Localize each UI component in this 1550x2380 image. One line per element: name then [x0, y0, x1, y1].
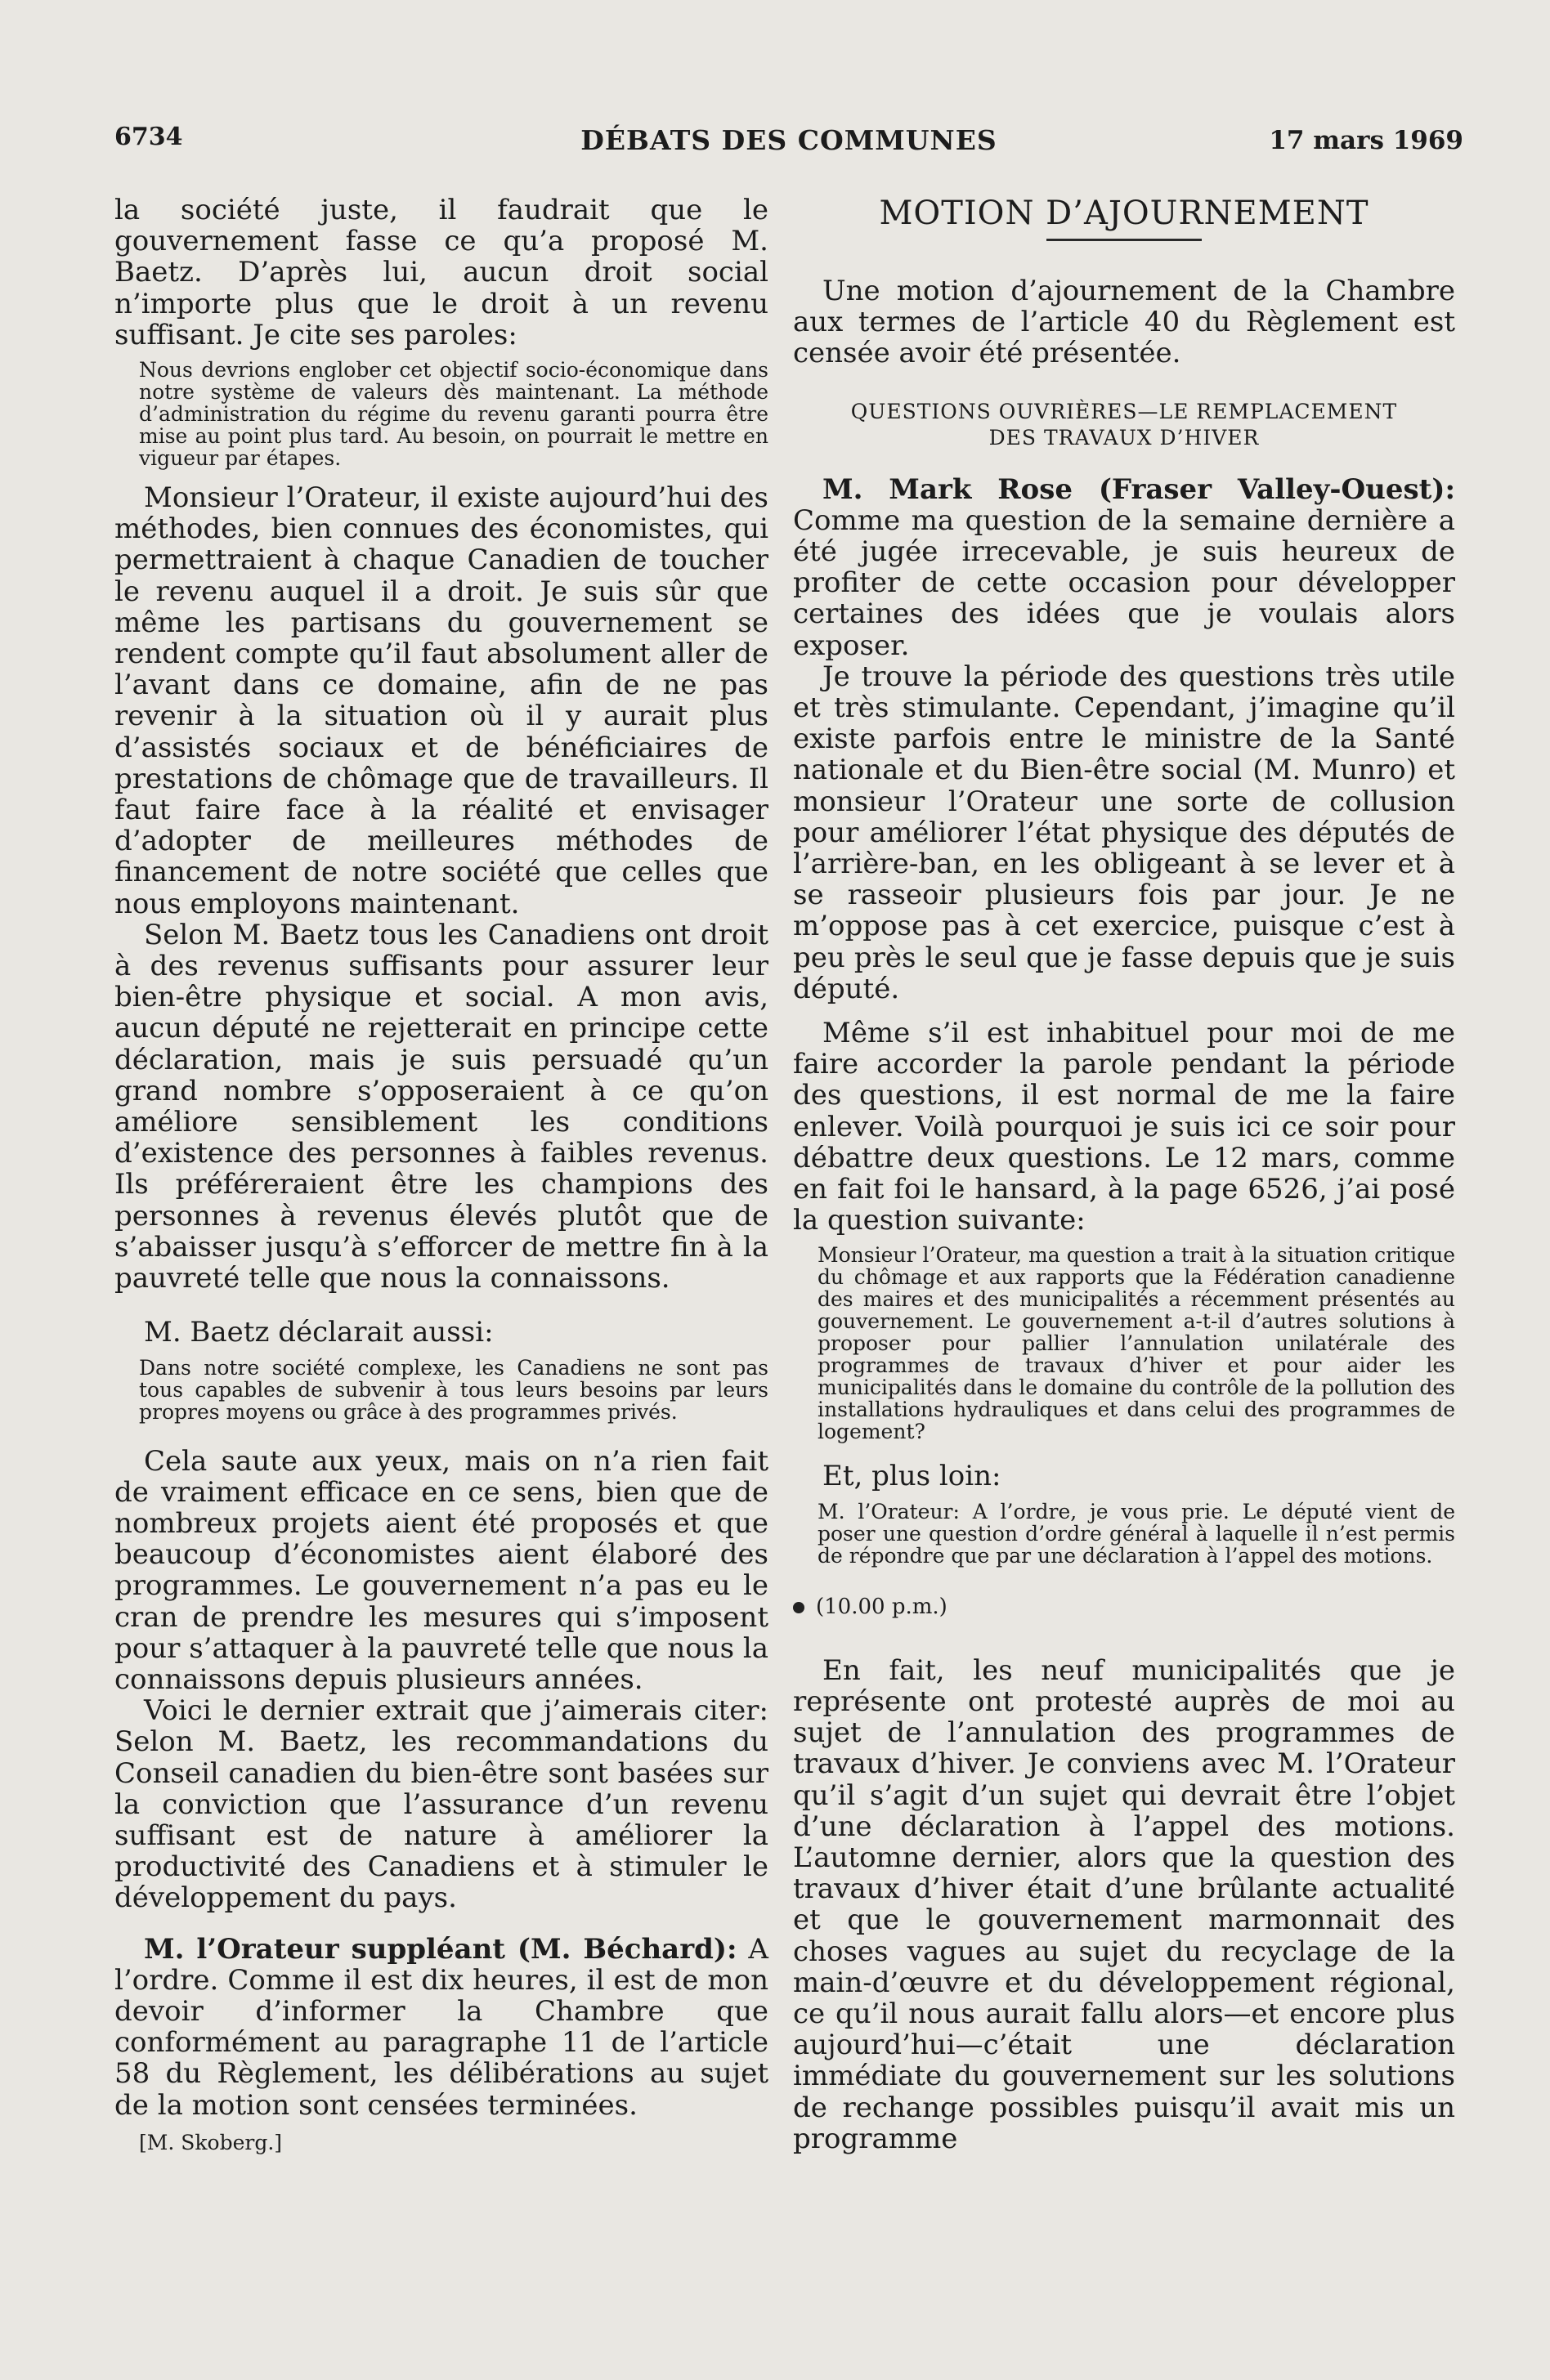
speaker-name: M. l’Orateur suppléant (M. Béchard): [144, 1932, 737, 1966]
quotation: Nous devrions englober cet objectif socio-économique dans notre système de valeurs dès maintenant. La méthode d’administration du régime du revenu garanti pourra être mise au point plus tard. Au besoin, on pourrait le mettre en vigueur par étapes. [139, 358, 768, 471]
subsection-title [793, 399, 1455, 451]
speech-paragraph [793, 474, 1455, 661]
paragraph: Selon M. Baetz tous les Canadiens ont droit à des revenus suffisants pour assurer leur bien-être physique et social. A mon avis, aucun député ne rejetterait en principe cette déclaration, mais je suis persuadé qu’un grand nombre s’opposeraient à ce qu’on améliore sensiblement les conditions d’existence des personnes à faibles revenus. Ils préféreraient être les champions des personnes à revenus élevés plutôt que de s’abaisser jusqu’à s’efforcer de mettre fin à la pauvreté telle que nous la connaissons. [114, 918, 768, 1295]
speech-paragraph [114, 1934, 768, 2121]
speech-text: A l’ordre. Comme il est dix heures, il est de mon devoir d’informer la Chambre que conformément au paragraphe 11 de l’article 58 du Règlement, les délibérations au sujet de la motion sont censées terminées. [114, 1932, 768, 2122]
title-rule [1046, 239, 1202, 241]
quotation: M. l’Orateur: A l’ordre, je vous prie. Le député vient de poser une question d’ordre général à laquelle il n’est permis de répondre que par une déclaration à l’appel des motions. [818, 1499, 1455, 1568]
paragraph: En fait, les neuf municipalités que je représente ont protesté auprès de moi au sujet de l’annulation des programmes de travaux d’hiver. Je conviens avec M. l’Orateur qu’il s’agit d’un sujet qui devrait être l’objet d’une déclaration à l’appel des motions. L’automne dernier, alors que la question des travaux d’hiver était d’une brûlante actualité et que le gouvernement marmonnait des choses vagues au sujet du recyclage de la main-d’œuvre et du développement régional, ce qu’il nous aurait fallu alors—et encore plus aujourd’hui—c’était une déclaration immédiate du gouvernement sur les solutions de rechange possibles puisqu’il avait mis un programme [793, 1653, 1455, 2155]
paragraph: Je trouve la période des questions très utile et très stimulante. Cependant, j’imagine qu’il existe parfois entre le ministre de la Santé nationale et du Bien-être social (M. Munro) et monsieur l’Orateur une sorte de collusion pour améliorer l’état physique des députés de l’arrière-ban, en les obligeant à se lever et à se rasseoir plusieurs fois par jour. Je ne m’oppose pas à cet exercice, puisque c’est à peu près le seul que je fasse depuis que je suis député. [793, 660, 1455, 1005]
quotation: Monsieur l’Orateur, ma question a trait à la situation critique du chômage et aux rapports que la Fédération canadienne des maires et des municipalités a récemment présentés au gouvernement. Le gouvernement a-t-il d’autres solutions à proposer pour pallier l’annulation unilatérale des programmes de travaux d’hiver et pour aider les municipalités dans le domaine du contrôle de la pollution des installations hydrauliques et dans celui des programmes de logement? [818, 1243, 1455, 1444]
page-date: 17 mars 1969 [1269, 126, 1463, 155]
speech-text: Comme ma question de la semaine dernière a été jugée irrecevable, je suis heureux de profiter de cette occasion pour développer certaines des idées que je voulais alors exposer. [793, 503, 1455, 662]
paragraph: Monsieur l’Orateur, il existe aujourd’hui des méthodes, bien connues des économistes, qui permettraient à chaque Canadien de toucher le revenu auquel il a droit. Je suis sûr que même les partisans du gouvernement se rendent compte qu’il faut absolument aller de l’avant dans ce domaine, afin de ne pas revenir à la situation où il y aurait plus d’assistés sociaux et de bénéficiaires de prestations de chômage que de travailleurs. Il faut faire face à la réalité et envisager d’adopter de meilleures méthodes de financement de notre société que celles que nous employons maintenant. [114, 481, 768, 920]
attribution: [M. Skoberg.] [139, 2130, 283, 2154]
paragraph: Voici le dernier extrait que j’aimerais citer: Selon M. Baetz, les recommandations du Conseil canadien du bien-être sont basées sur la conviction que l’assurance d’un revenu suffisant est de nature à améliorer la productivité des Canadiens et à stimuler le développement du pays. [114, 1694, 768, 1915]
bullet-icon [793, 1602, 804, 1613]
section-title: MOTION D’AJOURNEMENT [879, 195, 1369, 232]
paragraph: Et, plus loin: [822, 1460, 1001, 1493]
right-column [793, 195, 1455, 2154]
page-number: 6734 [114, 123, 183, 151]
page-header [114, 123, 1463, 172]
time-marker [793, 1595, 1455, 1619]
left-column [114, 195, 768, 2154]
time-marker-text: (10.00 p.m.) [816, 1594, 947, 1619]
subsection-title-line: QUESTIONS OUVRIÈRES—LE REMPLACEMENT [850, 399, 1398, 423]
paragraph: la société juste, il faudrait que le gouvernement fasse ce qu’a proposé M. Baetz. D’après lui, aucun droit social n’importe plus que le droit à un revenu suffisant. Je cite ses paroles: [114, 194, 768, 351]
paragraph: Même s’il est inhabituel pour moi de me faire accorder la parole pendant la période des questions, il est normal de me la faire enlever. Voilà pourquoi je suis ici ce soir pour débattre deux questions. Le 12 mars, comme en fait foi le hansard, à la page 6526, j’ai posé la question suivante: [793, 1017, 1455, 1237]
subsection-title-line: DES TRAVAUX D’HIVER [988, 425, 1260, 450]
journal-title: DÉBATS DES COMMUNES [580, 124, 997, 156]
paragraph: M. Baetz déclarait aussi: [144, 1316, 494, 1349]
quotation: Dans notre société complexe, les Canadiens ne sont pas tous capables de subvenir à tous leurs besoins par leurs propres moyens ou grâce à des programmes privés. [139, 1355, 768, 1424]
speaker-name: M. Mark Rose (Fraser Valley-Ouest): [822, 472, 1455, 506]
paragraph: Une motion d’ajournement de la Chambre aux termes de l’article 40 du Règlement est censée avoir été présentée. [793, 275, 1455, 370]
paragraph: Cela saute aux yeux, mais on n’a rien fait de vraiment efficace en ce sens, bien que de nombreux projets aient été proposés et que beaucoup d’économistes aient élaboré des programmes. Le gouvernement n’a pas eu le cran de prendre les mesures qui s’imposent pour s’attaquer à la pauvreté telle que nous la connaissons depuis plusieurs années. [114, 1444, 769, 1696]
